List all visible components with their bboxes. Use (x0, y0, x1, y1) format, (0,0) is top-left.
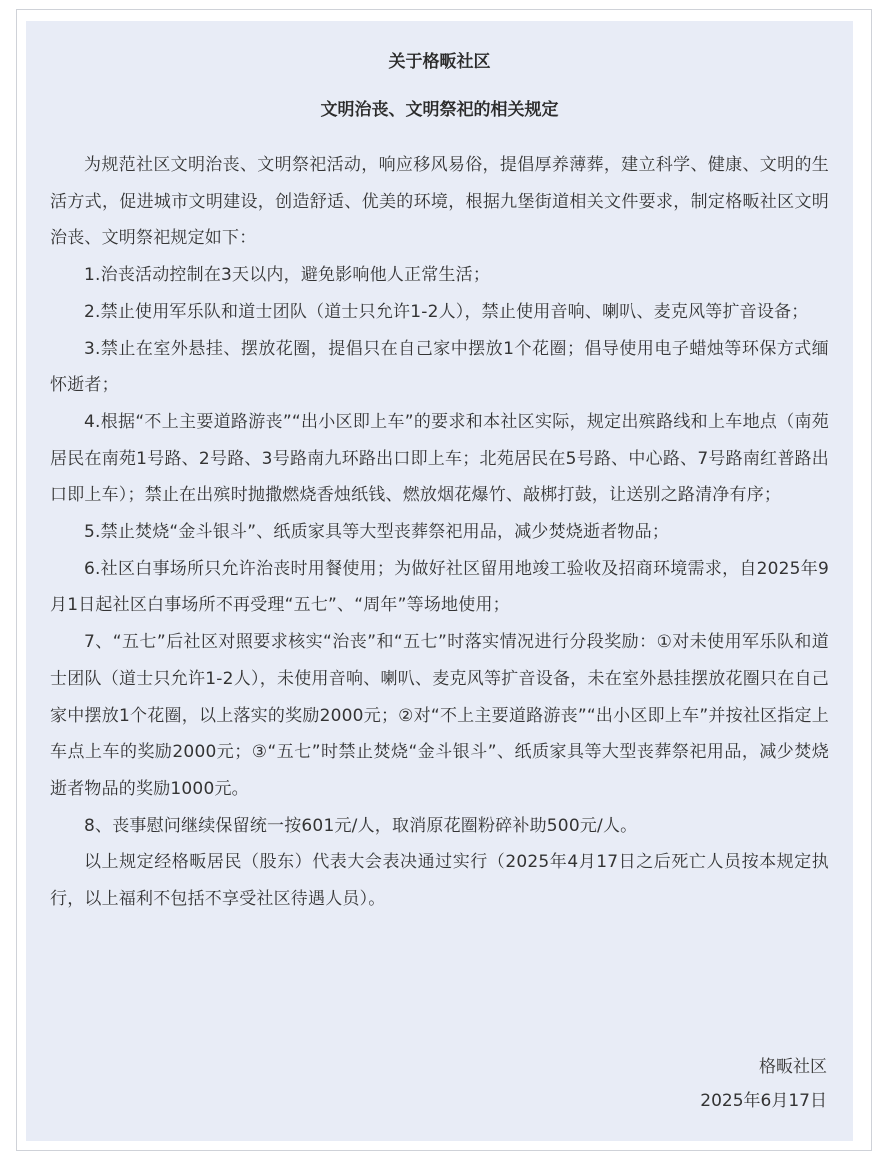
rule-item-7: 7、“五七”后社区对照要求核实“治丧”和“五七”时落实情况进行分段奖励：①对未使用军乐队和道士团队（道士只允许1-2人），未使用音响、喇叭、麦克风等扩音设备，未在室外悬挂摆放花圈只在自己家中摆放1个花圈，以上落实的奖励2000元；②对“不上主要道路游丧”“出小区即上车”并按社区指定上车点上车的奖励2000元；③“五七”时禁止焚烧“金斗银斗”、纸质家具等大型丧葬祭祀用品，减少焚烧逝者物品的奖励1000元。 (50, 632, 829, 799)
rule-item-6: 6.社区白事场所只允许治丧时用餐使用；为做好社区留用地竣工验收及招商环境需求，自2025年9月1日起社区白事场所不再受理“五七”、“周年”等场地使用； (50, 558, 829, 616)
rule-item-4: 4.根据“不上主要道路游丧”“出小区即上车”的要求和本社区实际，规定出殡路线和上车地点（南苑居民在南苑1号路、2号路、3号路南九环路出口即上车；北苑居民在5号路、中心路、7号路南红普路出口即上车）；禁止在出殡时抛撒燃烧香烛纸钱、燃放烟花爆竹、敲梆打鼓，让送别之路清净有序； (50, 411, 829, 506)
rule-item-5: 5.禁止焚烧“金斗银斗”、纸质家具等大型丧葬祭祀用品，减少焚烧逝者物品； (84, 522, 670, 543)
signature-organization: 格畈社区 (759, 1057, 827, 1077)
rule-item-2: 2.禁止使用军乐队和道士团队（道士只允许1-2人），禁止使用音响、喇叭、麦克风等扩音设备； (84, 301, 809, 322)
rule-item-1: 1.治丧活动控制在3天以内，避免影响他人正常生活； (84, 265, 491, 286)
notice-panel (26, 21, 853, 1141)
closing-paragraph: 以上规定经格畈居民（股东）代表大会表决通过实行（2025年4月17日之后死亡人员按本规定执行，以上福利不包括不享受社区待遇人员）。 (50, 852, 829, 910)
title-line-2: 文明治丧、文明祭祀的相关规定 (320, 100, 559, 120)
intro-paragraph: 为规范社区文明治丧、文明祭祀活动，响应移风易俗，提倡厚养薄葬，建立科学、健康、文明的生活方式，促进城市文明建设，创造舒适、优美的环境，根据九堡街道相关文件要求，制定格畈社区文明治丧、文明祭祀规定如下： (50, 155, 829, 249)
rule-item-3: 3.禁止在室外悬挂、摆放花圈，提倡只在自己家中摆放1个花圈；倡导使用电子蜡烛等环保方式缅怀逝者； (50, 338, 829, 396)
title-line-1: 关于格畈社区 (388, 52, 491, 72)
rule-item-8: 8、丧事慰问继续保留统一按601元/人，取消原花圈粉碎补助500元/人。 (84, 815, 638, 836)
signature-date: 2025年6月17日 (700, 1091, 827, 1111)
